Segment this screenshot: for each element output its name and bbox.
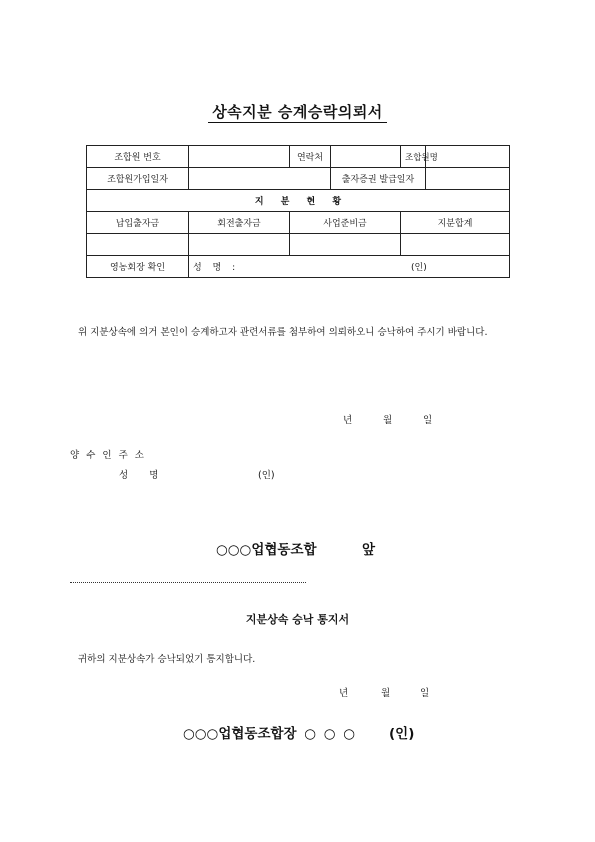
request-date (0, 412, 595, 426)
date-day-label: 일 (423, 415, 433, 426)
member-info-table (86, 145, 510, 278)
join-date-label: 조합원가입일자 (87, 168, 189, 190)
notice-text: 귀하의 지분상속가 승낙되었기 통지합니다. (78, 654, 256, 665)
applicant-address-label: 양 수 인 주 소 (70, 450, 144, 461)
col-header-revolving: 회전출자금 (189, 212, 290, 234)
contact-label: 연락처 (290, 146, 331, 168)
request-text: 위 지분상속에 의거 본인이 승계하고자 관련서류를 첨부하여 의뢰하오니 승낙하여 주시기 바랍니다. (78, 327, 488, 338)
applicant-seal: (인) (258, 470, 275, 481)
col-header-reserve: 사업준비금 (290, 212, 401, 234)
contact-field[interactable] (331, 146, 401, 168)
cut-line-divider (70, 582, 306, 583)
paid-in-field[interactable] (87, 234, 189, 256)
notice-title: 지분상속 승낙 통지서 (245, 613, 350, 626)
total-field[interactable] (401, 234, 510, 256)
addressee-suffix: 앞 (362, 542, 376, 558)
reserve-field[interactable] (290, 234, 401, 256)
document-title: 상속지분 승계승락의뢰서 (0, 101, 595, 122)
notice-date-day-label: 일 (420, 688, 430, 699)
member-no-label: 조합원 번호 (87, 146, 189, 168)
cert-issue-field[interactable] (426, 168, 510, 190)
revolving-field[interactable] (189, 234, 290, 256)
notice-date (0, 685, 595, 699)
addressee-org: ○○○업협동조합 (216, 542, 317, 558)
notice-signer: ○○○업협동조합장 ○ ○ ○ (183, 726, 356, 742)
date-year-label: 년 (343, 415, 353, 426)
member-name-field[interactable] (426, 146, 510, 168)
date-month-label: 월 (383, 415, 393, 426)
notice-date-year-label: 년 (339, 688, 349, 699)
member-no-field[interactable] (189, 146, 290, 168)
confirm-seal: (인) (411, 263, 427, 273)
cert-issue-label: 출자증권 발급일자 (331, 168, 426, 190)
col-header-paid-in: 납입출자금 (87, 212, 189, 234)
applicant-name-label: 성 명 (119, 470, 159, 481)
join-date-field[interactable] (189, 168, 331, 190)
col-header-total: 지분합계 (401, 212, 510, 234)
notice-date-month-label: 월 (381, 688, 391, 699)
holdings-section-header: 지 분 현 황 (87, 190, 510, 212)
confirm-name-label: 성 명 : (193, 263, 236, 273)
confirm-label: 영농회장 확인 (87, 256, 189, 278)
confirm-field[interactable] (189, 256, 510, 278)
notice-seal: (인) (389, 726, 415, 742)
member-name-label: 조합원명 (401, 146, 426, 168)
